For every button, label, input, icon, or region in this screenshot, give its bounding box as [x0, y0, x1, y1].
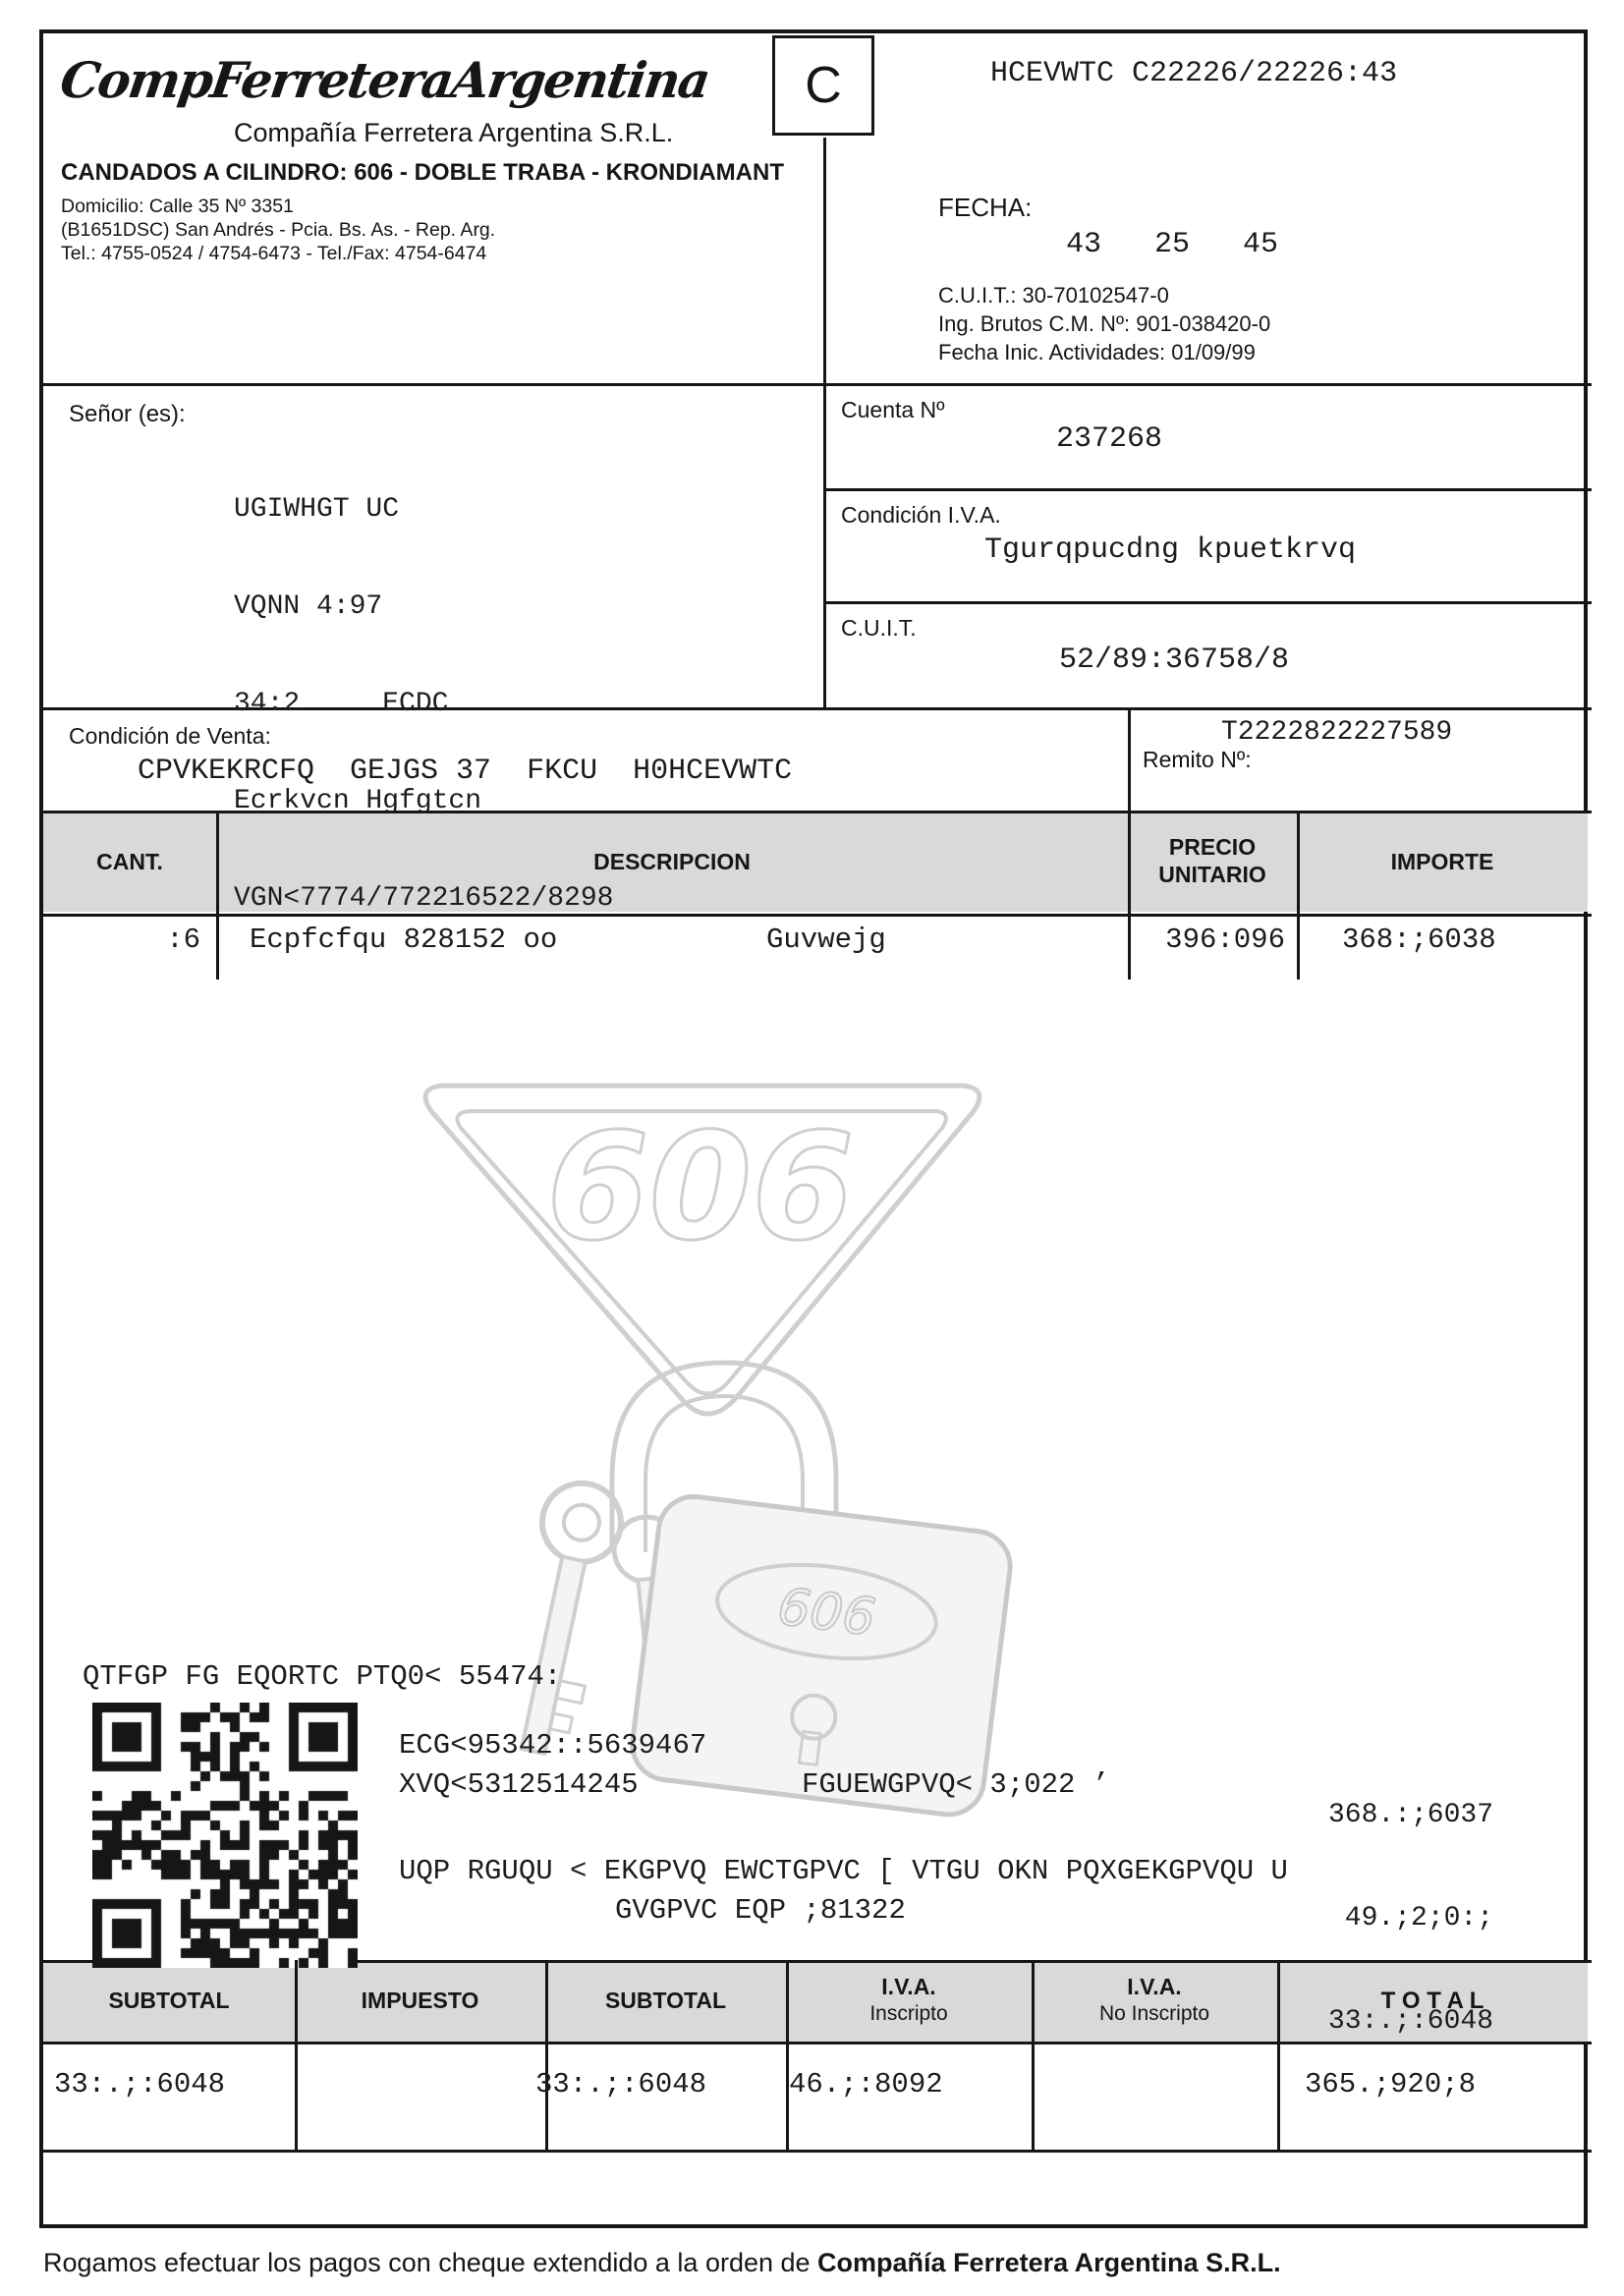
- amount-in-words-line2: GVGPVC EQP ;81322: [615, 1894, 906, 1927]
- item-cant: :6: [166, 924, 200, 956]
- customer-label: Señor (es):: [69, 401, 186, 427]
- company-name: Compañía Ferretera Argentina S.R.L.: [234, 118, 674, 147]
- company-logo: CompFerreteraArgentina: [56, 51, 712, 109]
- fecha-label: FECHA:: [938, 193, 1033, 222]
- totals-header-impuesto: IMPUESTO: [361, 1988, 479, 2013]
- item-descripcion-2: Guvwejg: [766, 924, 886, 956]
- ing-brutos: Ing. Brutos C.M. Nº: 901-038420-0: [938, 311, 1271, 336]
- invoice-number: HCEVWTC C22226/22226:43: [990, 57, 1398, 90]
- totals-value-subtotal-2: 33:.;:6048: [535, 2068, 707, 2100]
- customer-address: VQNN 4:97: [234, 591, 383, 622]
- svg-text:606: 606: [546, 1102, 855, 1273]
- cuenta-value: 237268: [1056, 422, 1163, 456]
- customer-block: [234, 428, 613, 980]
- totals-header-subtotal-1: SUBTOTAL: [108, 1988, 230, 2013]
- divider: [823, 138, 826, 383]
- divider: [39, 2150, 1592, 2153]
- qr-code: [92, 1703, 358, 1968]
- item-importe: 368:;6038: [1342, 924, 1496, 956]
- totals-value-subtotal-1: 33:.;:6048: [54, 2068, 226, 2100]
- remito-value: T2222822227589: [1221, 717, 1453, 748]
- condicion-iva-label: Condición I.V.A.: [841, 502, 1001, 528]
- divider: [216, 917, 219, 980]
- company-cuit: C.U.I.T.: 30-70102547-0: [938, 283, 1169, 308]
- item-precio-unitario: 396:096: [1165, 924, 1285, 956]
- customer-region: Ecrkvcn Hgfgtcn: [234, 786, 482, 816]
- totals-value-iva-inscripto: 46.;:8092: [789, 2068, 943, 2100]
- divider: [1297, 917, 1300, 980]
- customer-cuit-label: C.U.I.T.: [841, 615, 917, 641]
- amount-in-words-line1: UQP RGUQU < EKGPVQ EWCTGPVC [ VTGU OKN PQXGEKGPVQU U: [399, 1855, 1288, 1887]
- col-header-cant: CANT.: [96, 849, 163, 874]
- condicion-venta-label: Condición de Venta:: [69, 723, 271, 749]
- svg-text:606: 606: [774, 1577, 879, 1649]
- divider: [1128, 707, 1131, 811]
- condicion-venta-value: CPVKEKRCFQ GEJGS 37 FKCU H0HCEVWTC: [138, 755, 793, 788]
- col-header-importe: IMPORTE: [1390, 849, 1494, 874]
- divider: [39, 383, 1592, 386]
- customer-phone: VGN<7774/772216522/8298: [234, 883, 614, 914]
- amount-descuento: 49.;2;0:;: [1344, 1903, 1493, 1933]
- totals-header-subtotal-2: SUBTOTAL: [604, 1988, 727, 2013]
- remito-label: Remito Nº:: [1143, 747, 1252, 772]
- amount-stack: [1267, 1729, 1493, 2107]
- customer-cuit-value: 52/89:36758/8: [1059, 644, 1290, 677]
- product-line: CANDADOS A CILINDRO: 606 - DOBLE TRABA - KRONDIAMANT: [61, 159, 784, 186]
- amount-neto: 33:.;:6048: [1327, 2006, 1493, 2037]
- col-header-precio-unitario: PRECIO UNITARIO: [1158, 834, 1266, 887]
- cuenta-label: Cuenta Nº: [841, 397, 945, 422]
- divider: [823, 488, 1592, 491]
- condicion-iva-value: Tgurqpucdng kpuetkrvq: [984, 533, 1357, 567]
- ecg-line: ECG<95342::5639467: [399, 1729, 707, 1762]
- fecha-inicio-actividades: Fecha Inic. Actividades: 01/09/99: [938, 340, 1256, 364]
- xvq-line: XVQ<5312514245: [399, 1768, 639, 1801]
- divider: [823, 383, 826, 707]
- item-descripcion: Ecpfcfqu 828152 oo: [250, 924, 558, 956]
- descuento-line: FGUEWGPVQ< 3;022 ’: [802, 1768, 1110, 1801]
- payment-note-company: Compañía Ferretera Argentina S.R.L.: [817, 2248, 1281, 2277]
- company-phone: Tel.: 4755-0524 / 4754-6473 - Tel./Fax: 4754-6474: [61, 243, 487, 264]
- orden-compra-line: QTFGP FG EQORTC PTQ0< 55474:: [83, 1660, 562, 1693]
- amount-subtotal: 368.:;6037: [1327, 1800, 1493, 1830]
- totals-header-iva-no-inscripto: I.V.A. No Inscripto: [1098, 1974, 1210, 2025]
- totals-header-iva-inscripto: I.V.A. Inscripto: [869, 1974, 948, 2025]
- totals-header-total: T O T A L: [1380, 1988, 1484, 2014]
- invoice-letter: C: [805, 57, 842, 114]
- customer-city: 34:2 ECDC: [234, 689, 449, 719]
- customer-name: UGIWHGT UC: [234, 494, 400, 525]
- totals-value-total: 365.;920;8: [1305, 2068, 1477, 2100]
- col-header-descripcion: DESCRIPCION: [593, 849, 751, 874]
- company-address: Domicilio: Calle 35 Nº 3351: [61, 196, 294, 217]
- payment-note: Rogamos efectuar los pagos con cheque extendido a la orden de Compañía Ferretera Argentina S.R.L.: [43, 2248, 1281, 2277]
- invoice-letter-box: [772, 35, 874, 136]
- company-address-2: (B1651DSC) San Andrés - Pcia. Bs. As. - Rep. Arg.: [61, 219, 496, 241]
- divider: [823, 601, 1592, 604]
- fecha-value: 43 25 45: [1066, 228, 1279, 261]
